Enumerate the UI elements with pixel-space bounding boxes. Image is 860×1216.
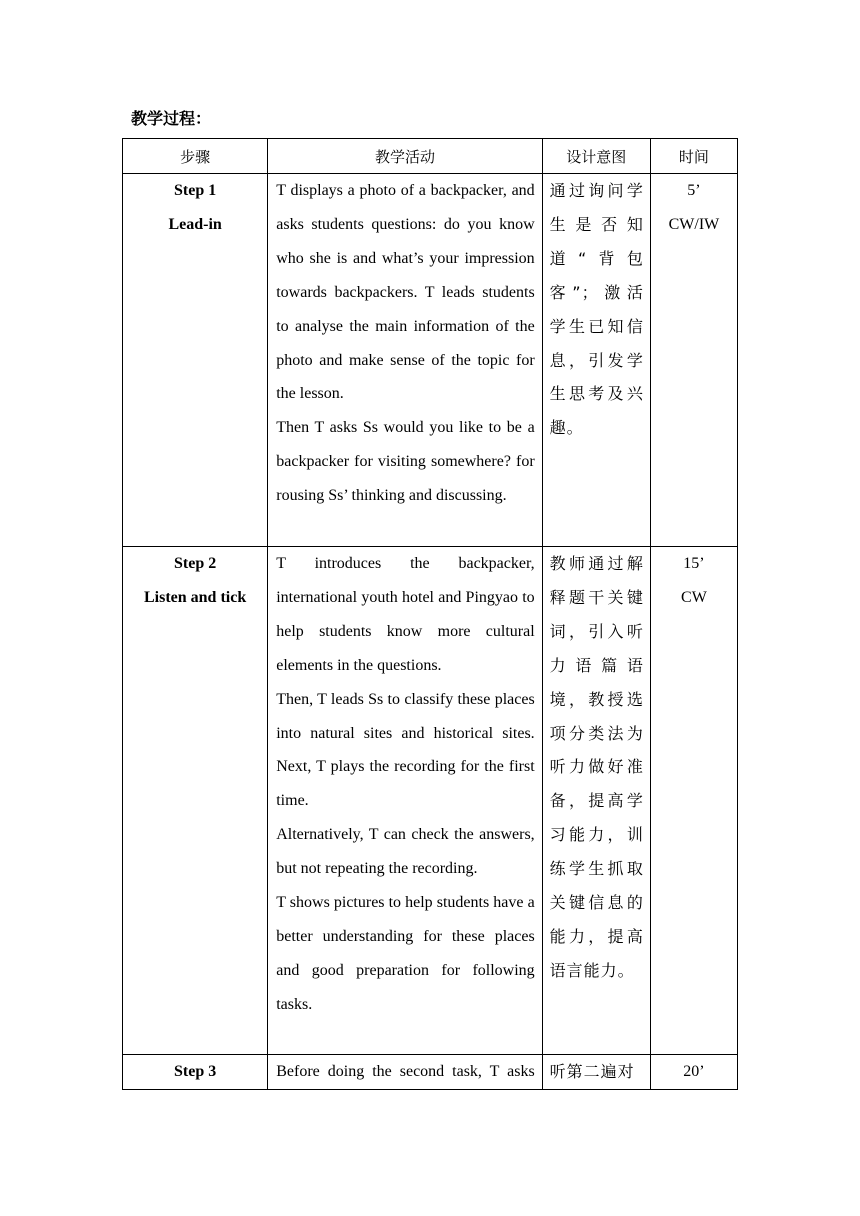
time-cell bbox=[650, 174, 737, 547]
step-cell bbox=[123, 174, 268, 547]
table-row bbox=[123, 174, 738, 547]
activity-cell bbox=[268, 174, 542, 547]
intent-cell: 教师通过解释题干关键词，引入听力语篇语境，教授选项分类法为听力做好准备，提高学习能力，训练学生抓取关键信息的能力，提高语言能力。 bbox=[542, 547, 650, 1055]
activity-paragraph: T introduces the backpacker, international youth hotel and Pingyao to help students know more cultural elements in the questions. bbox=[276, 555, 535, 674]
header-time: 时间 bbox=[650, 139, 737, 174]
step-cell bbox=[123, 1055, 268, 1090]
step-name: Lead-in bbox=[168, 216, 222, 233]
time-cell bbox=[650, 1055, 737, 1090]
activity-cell bbox=[268, 547, 542, 1055]
activity-paragraph: T shows pictures to help students have a better understanding for these places and good preparation for following tasks. bbox=[276, 894, 535, 1013]
table-header-row bbox=[123, 139, 738, 174]
section-heading: 教学过程： bbox=[131, 109, 212, 128]
activity-paragraph: Alternatively, T can check the answers, but not repeating the recording. bbox=[276, 826, 535, 878]
lesson-plan-table bbox=[122, 138, 738, 1090]
step-name: Listen and tick bbox=[143, 589, 247, 606]
class-mode: CW/IW bbox=[668, 216, 720, 233]
activity-cell bbox=[268, 1055, 542, 1090]
step-number: Step 1 bbox=[174, 182, 217, 199]
intent-cell: 通过询问学生是否知道“背包客”；激活学生已知信息，引发学生思考及兴趣。 bbox=[542, 174, 650, 547]
step-number: Step 3 bbox=[174, 1063, 217, 1080]
time-cell bbox=[650, 547, 737, 1055]
table-row bbox=[123, 1055, 738, 1090]
time-value: 5’ bbox=[687, 182, 701, 199]
header-step: 步骤 bbox=[123, 139, 268, 174]
table-row bbox=[123, 547, 738, 1055]
intent-cell: 听第二遍对 bbox=[542, 1055, 650, 1090]
activity-paragraph: Then T asks Ss would you like to be a backpacker for visiting somewhere? for rousing Ss’ thinking and discussing. bbox=[276, 419, 535, 505]
step-number: Step 2 bbox=[174, 555, 217, 572]
activity-paragraph: Before doing the second task, T asks bbox=[276, 1063, 535, 1080]
header-intent: 设计意图 bbox=[542, 139, 650, 174]
class-mode: CW bbox=[681, 589, 707, 606]
header-activity: 教学活动 bbox=[268, 139, 542, 174]
step-cell bbox=[123, 547, 268, 1055]
activity-paragraph: Then, T leads Ss to classify these places into natural sites and historical sites. Next, T plays the recording for the first time. bbox=[276, 690, 535, 810]
time-value: 15’ bbox=[683, 555, 705, 572]
time-value: 20’ bbox=[683, 1063, 705, 1080]
activity-paragraph: T displays a photo of a backpacker, and asks students questions: do you know who she is and what’s your impression towards backpackers. T leads students to analyse the main information of the photo and make sense of the topic for the lesson. bbox=[276, 182, 535, 403]
